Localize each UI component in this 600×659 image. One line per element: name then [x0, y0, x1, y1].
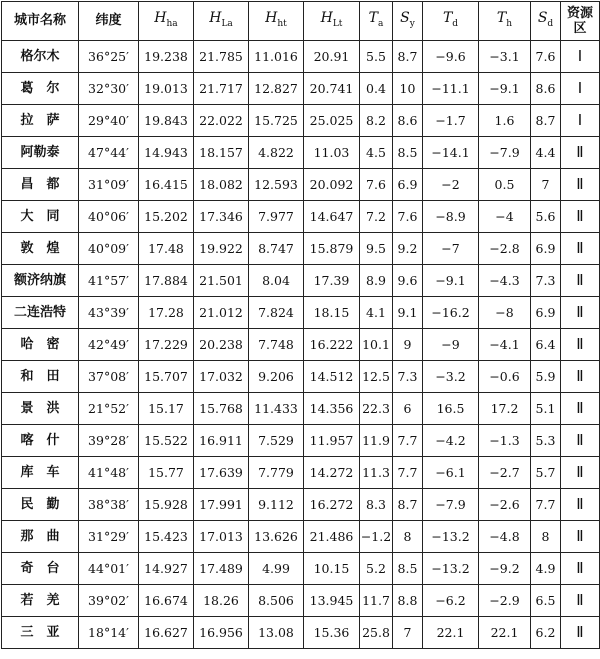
cell-S-d: 6.5	[531, 585, 561, 617]
cell-S-d: 4.9	[531, 553, 561, 585]
cell-T-a: 5.2	[360, 553, 393, 585]
cell-T-d: 16.5	[423, 393, 479, 425]
cell-resource-zone: Ⅱ	[561, 265, 600, 297]
cell-T-d: −8.9	[423, 201, 479, 233]
cell-H-La: 21.012	[194, 297, 249, 329]
cell-H-Lt: 20.91	[304, 41, 360, 73]
cell-S-d: 5.1	[531, 393, 561, 425]
cell-S-y: 8.5	[393, 137, 423, 169]
cell-T-a: 4.1	[360, 297, 393, 329]
cell-H-Lt: 14.356	[304, 393, 360, 425]
header-H-La: $H_{La}$	[194, 2, 249, 41]
cell-H-La: 15.768	[194, 393, 249, 425]
cell-latitude: 39°28′	[79, 425, 139, 457]
cell-T-h: −2.6	[479, 489, 531, 521]
cell-H-ht: 4.99	[249, 553, 304, 585]
cell-S-y: 7.6	[393, 201, 423, 233]
cell-T-h: −4.3	[479, 265, 531, 297]
cell-latitude: 21°52′	[79, 393, 139, 425]
cell-T-h: −3.1	[479, 41, 531, 73]
table-row	[2, 393, 600, 425]
cell-T-d: −4.2	[423, 425, 479, 457]
cell-latitude: 32°30′	[79, 73, 139, 105]
cell-resource-zone: Ⅱ	[561, 617, 600, 649]
cell-resource-zone: Ⅱ	[561, 585, 600, 617]
header-latitude: 纬度	[79, 2, 139, 41]
cell-T-h: −7.9	[479, 137, 531, 169]
cell-H-La: 17.346	[194, 201, 249, 233]
cell-T-h: 22.1	[479, 617, 531, 649]
cell-T-d: −11.1	[423, 73, 479, 105]
cell-T-a: 25.8	[360, 617, 393, 649]
cell-S-y: 9	[393, 329, 423, 361]
cell-latitude: 40°06′	[79, 201, 139, 233]
cell-H-ht: 7.779	[249, 457, 304, 489]
cell-latitude: 44°01′	[79, 553, 139, 585]
cell-city: 奇 台	[2, 553, 79, 585]
cell-city: 那 曲	[2, 521, 79, 553]
cell-H-Lt: 18.15	[304, 297, 360, 329]
cell-H-ha: 15.423	[139, 521, 194, 553]
cell-H-ha: 19.843	[139, 105, 194, 137]
cell-H-ht: 8.04	[249, 265, 304, 297]
cell-resource-zone: Ⅱ	[561, 489, 600, 521]
table-row	[2, 41, 600, 73]
cell-S-d: 8.7	[531, 105, 561, 137]
cell-S-y: 7	[393, 617, 423, 649]
cell-H-Lt: 16.272	[304, 489, 360, 521]
cell-S-y: 7.3	[393, 361, 423, 393]
cell-resource-zone: Ⅱ	[561, 553, 600, 585]
cell-H-ha: 15.202	[139, 201, 194, 233]
cell-H-ht: 7.748	[249, 329, 304, 361]
cell-S-d: 5.9	[531, 361, 561, 393]
cell-S-d: 5.7	[531, 457, 561, 489]
cell-H-Lt: 17.39	[304, 265, 360, 297]
cell-latitude: 43°39′	[79, 297, 139, 329]
cell-H-ht: 15.725	[249, 105, 304, 137]
cell-H-ht: 9.206	[249, 361, 304, 393]
cell-T-d: −1.7	[423, 105, 479, 137]
cell-T-a: 11.9	[360, 425, 393, 457]
cell-latitude: 47°44′	[79, 137, 139, 169]
cell-S-y: 7.7	[393, 457, 423, 489]
table-body	[2, 41, 600, 649]
header-S-y: $S_y$	[393, 2, 423, 41]
cell-latitude: 31°29′	[79, 521, 139, 553]
cell-H-La: 18.26	[194, 585, 249, 617]
cell-T-a: 4.5	[360, 137, 393, 169]
cell-H-ht: 9.112	[249, 489, 304, 521]
cell-resource-zone: Ⅱ	[561, 521, 600, 553]
cell-T-d: −16.2	[423, 297, 479, 329]
cell-city: 哈 密	[2, 329, 79, 361]
cell-city: 敦 煌	[2, 233, 79, 265]
cell-T-d: −7.9	[423, 489, 479, 521]
cell-S-y: 9.6	[393, 265, 423, 297]
cell-T-h: −4	[479, 201, 531, 233]
cell-H-La: 17.489	[194, 553, 249, 585]
table-row	[2, 489, 600, 521]
cell-H-Lt: 16.222	[304, 329, 360, 361]
cell-H-La: 20.238	[194, 329, 249, 361]
cell-H-Lt: 20.741	[304, 73, 360, 105]
header-S-d: $S_d$	[531, 2, 561, 41]
cell-T-a: 10.1	[360, 329, 393, 361]
cell-H-Lt: 11.957	[304, 425, 360, 457]
cell-S-y: 7.7	[393, 425, 423, 457]
cell-T-d: −13.2	[423, 521, 479, 553]
cell-T-d: −7	[423, 233, 479, 265]
cell-H-Lt: 13.945	[304, 585, 360, 617]
table-row	[2, 105, 600, 137]
cell-S-d: 7	[531, 169, 561, 201]
cell-latitude: 39°02′	[79, 585, 139, 617]
cell-S-d: 4.4	[531, 137, 561, 169]
cell-H-ha: 17.229	[139, 329, 194, 361]
cell-H-ha: 19.013	[139, 73, 194, 105]
cell-T-a: −1.2	[360, 521, 393, 553]
cell-H-Lt: 15.36	[304, 617, 360, 649]
cell-H-La: 21.717	[194, 73, 249, 105]
cell-city: 格尔木	[2, 41, 79, 73]
cell-H-ht: 11.016	[249, 41, 304, 73]
cell-resource-zone: Ⅰ	[561, 105, 600, 137]
cell-H-Lt: 15.879	[304, 233, 360, 265]
cell-latitude: 40°09′	[79, 233, 139, 265]
table-row	[2, 265, 600, 297]
cell-T-a: 9.5	[360, 233, 393, 265]
cell-T-h: −2.8	[479, 233, 531, 265]
cell-S-d: 6.4	[531, 329, 561, 361]
header-H-ht: $H_{ht}$	[249, 2, 304, 41]
cell-T-a: 11.7	[360, 585, 393, 617]
cell-city: 额济纳旗	[2, 265, 79, 297]
table-row	[2, 553, 600, 585]
cell-S-y: 9.1	[393, 297, 423, 329]
header-H-Lt: $H_{Lt}$	[304, 2, 360, 41]
cell-T-d: −2	[423, 169, 479, 201]
cell-T-h: −9.2	[479, 553, 531, 585]
cell-H-ht: 11.433	[249, 393, 304, 425]
cell-city: 葛 尔	[2, 73, 79, 105]
cell-H-ha: 17.884	[139, 265, 194, 297]
cell-S-d: 5.3	[531, 425, 561, 457]
cell-T-d: −9.1	[423, 265, 479, 297]
cell-H-La: 21.501	[194, 265, 249, 297]
cell-T-h: 17.2	[479, 393, 531, 425]
cell-resource-zone: Ⅰ	[561, 41, 600, 73]
cell-S-y: 8.6	[393, 105, 423, 137]
cell-T-a: 22.3	[360, 393, 393, 425]
cell-S-y: 8.7	[393, 41, 423, 73]
cell-H-La: 16.911	[194, 425, 249, 457]
cell-city: 和 田	[2, 361, 79, 393]
cell-T-a: 8.3	[360, 489, 393, 521]
cell-H-ha: 16.674	[139, 585, 194, 617]
table-row	[2, 521, 600, 553]
cell-resource-zone: Ⅱ	[561, 425, 600, 457]
cell-latitude: 38°38′	[79, 489, 139, 521]
cell-H-Lt: 25.025	[304, 105, 360, 137]
cell-T-h: −2.9	[479, 585, 531, 617]
cell-city: 拉 萨	[2, 105, 79, 137]
cell-H-ht: 8.506	[249, 585, 304, 617]
cell-S-y: 8.7	[393, 489, 423, 521]
header-H-ha: $H_{ha}$	[139, 2, 194, 41]
cell-H-ht: 12.827	[249, 73, 304, 105]
cell-H-ha: 15.707	[139, 361, 194, 393]
header-row	[2, 2, 600, 41]
cell-S-y: 8.8	[393, 585, 423, 617]
cell-city: 景 洪	[2, 393, 79, 425]
cell-resource-zone: Ⅱ	[561, 457, 600, 489]
cell-T-h: −4.1	[479, 329, 531, 361]
cell-S-d: 8.6	[531, 73, 561, 105]
cell-H-La: 17.991	[194, 489, 249, 521]
cell-H-La: 22.022	[194, 105, 249, 137]
cell-S-d: 6.9	[531, 297, 561, 329]
cell-city: 库 车	[2, 457, 79, 489]
cell-H-ht: 7.529	[249, 425, 304, 457]
cell-T-d: −6.2	[423, 585, 479, 617]
cell-resource-zone: Ⅰ	[561, 73, 600, 105]
cell-latitude: 42°49′	[79, 329, 139, 361]
cell-T-a: 5.5	[360, 41, 393, 73]
cell-H-ha: 14.943	[139, 137, 194, 169]
header-T-d: $T_d$	[423, 2, 479, 41]
cell-resource-zone: Ⅱ	[561, 393, 600, 425]
table-row	[2, 585, 600, 617]
cell-S-y: 10	[393, 73, 423, 105]
cell-H-ha: 15.17	[139, 393, 194, 425]
cell-resource-zone: Ⅱ	[561, 233, 600, 265]
table-row	[2, 201, 600, 233]
cell-H-ha: 17.28	[139, 297, 194, 329]
cell-H-Lt: 21.486	[304, 521, 360, 553]
cell-city: 民 勤	[2, 489, 79, 521]
cell-T-d: 22.1	[423, 617, 479, 649]
cell-latitude: 31°09′	[79, 169, 139, 201]
cell-S-y: 8	[393, 521, 423, 553]
cell-T-h: 1.6	[479, 105, 531, 137]
cell-resource-zone: Ⅱ	[561, 137, 600, 169]
table-row	[2, 137, 600, 169]
cell-resource-zone: Ⅱ	[561, 169, 600, 201]
cell-H-ha: 14.927	[139, 553, 194, 585]
table-row	[2, 361, 600, 393]
cell-T-d: −13.2	[423, 553, 479, 585]
cell-H-Lt: 20.092	[304, 169, 360, 201]
cell-H-ha: 16.415	[139, 169, 194, 201]
cell-T-d: −9	[423, 329, 479, 361]
cell-T-a: 11.3	[360, 457, 393, 489]
cell-H-La: 18.157	[194, 137, 249, 169]
cell-H-ht: 7.977	[249, 201, 304, 233]
cell-H-ha: 19.238	[139, 41, 194, 73]
cell-H-ht: 13.08	[249, 617, 304, 649]
cell-latitude: 36°25′	[79, 41, 139, 73]
cell-S-d: 7.3	[531, 265, 561, 297]
solar-resource-table	[1, 1, 600, 649]
table-row	[2, 457, 600, 489]
cell-S-d: 7.6	[531, 41, 561, 73]
cell-city: 喀 什	[2, 425, 79, 457]
cell-S-d: 6.9	[531, 233, 561, 265]
cell-H-La: 19.922	[194, 233, 249, 265]
cell-S-y: 6	[393, 393, 423, 425]
cell-H-ht: 4.822	[249, 137, 304, 169]
cell-H-ha: 16.627	[139, 617, 194, 649]
cell-H-La: 18.082	[194, 169, 249, 201]
cell-T-h: −0.6	[479, 361, 531, 393]
cell-resource-zone: Ⅱ	[561, 297, 600, 329]
cell-T-d: −9.6	[423, 41, 479, 73]
cell-resource-zone: Ⅱ	[561, 329, 600, 361]
cell-T-h: −9.1	[479, 73, 531, 105]
cell-T-a: 7.6	[360, 169, 393, 201]
cell-S-y: 9.2	[393, 233, 423, 265]
table-row	[2, 73, 600, 105]
cell-H-La: 17.032	[194, 361, 249, 393]
cell-T-a: 0.4	[360, 73, 393, 105]
cell-S-y: 8.5	[393, 553, 423, 585]
cell-H-Lt: 14.647	[304, 201, 360, 233]
header-resource-zone: 资源 区	[561, 2, 600, 41]
cell-city: 阿勒泰	[2, 137, 79, 169]
cell-latitude: 41°48′	[79, 457, 139, 489]
cell-H-La: 21.785	[194, 41, 249, 73]
cell-city: 昌 都	[2, 169, 79, 201]
cell-S-d: 8	[531, 521, 561, 553]
cell-latitude: 37°08′	[79, 361, 139, 393]
cell-H-La: 17.013	[194, 521, 249, 553]
cell-T-h: 0.5	[479, 169, 531, 201]
cell-T-d: −14.1	[423, 137, 479, 169]
cell-H-ht: 13.626	[249, 521, 304, 553]
cell-T-a: 7.2	[360, 201, 393, 233]
cell-H-La: 16.956	[194, 617, 249, 649]
table-row	[2, 425, 600, 457]
cell-H-Lt: 11.03	[304, 137, 360, 169]
cell-T-h: −1.3	[479, 425, 531, 457]
cell-city: 三 亚	[2, 617, 79, 649]
cell-H-ha: 15.77	[139, 457, 194, 489]
header-T-h: $T_h$	[479, 2, 531, 41]
cell-H-ht: 8.747	[249, 233, 304, 265]
cell-S-y: 6.9	[393, 169, 423, 201]
cell-S-d: 5.6	[531, 201, 561, 233]
cell-S-d: 7.7	[531, 489, 561, 521]
cell-city: 二连浩特	[2, 297, 79, 329]
cell-H-La: 17.639	[194, 457, 249, 489]
table-row	[2, 329, 600, 361]
cell-latitude: 41°57′	[79, 265, 139, 297]
cell-T-h: −2.7	[479, 457, 531, 489]
cell-H-Lt: 10.15	[304, 553, 360, 585]
cell-latitude: 29°40′	[79, 105, 139, 137]
header-T-a: $T_a$	[360, 2, 393, 41]
cell-H-ha: 15.522	[139, 425, 194, 457]
cell-T-d: −3.2	[423, 361, 479, 393]
cell-T-d: −6.1	[423, 457, 479, 489]
table-row	[2, 617, 600, 649]
cell-T-a: 8.2	[360, 105, 393, 137]
cell-H-ha: 15.928	[139, 489, 194, 521]
cell-H-Lt: 14.272	[304, 457, 360, 489]
cell-H-Lt: 14.512	[304, 361, 360, 393]
table-row	[2, 233, 600, 265]
header-city: 城市名称	[2, 2, 79, 41]
cell-city: 大 同	[2, 201, 79, 233]
cell-S-d: 6.2	[531, 617, 561, 649]
cell-city: 若 羌	[2, 585, 79, 617]
cell-T-a: 8.9	[360, 265, 393, 297]
cell-resource-zone: Ⅱ	[561, 361, 600, 393]
cell-latitude: 18°14′	[79, 617, 139, 649]
cell-H-ht: 7.824	[249, 297, 304, 329]
cell-T-a: 12.5	[360, 361, 393, 393]
cell-T-h: −4.8	[479, 521, 531, 553]
cell-T-h: −8	[479, 297, 531, 329]
table-row	[2, 297, 600, 329]
cell-H-ht: 12.593	[249, 169, 304, 201]
cell-resource-zone: Ⅱ	[561, 201, 600, 233]
table-row	[2, 169, 600, 201]
cell-H-ha: 17.48	[139, 233, 194, 265]
